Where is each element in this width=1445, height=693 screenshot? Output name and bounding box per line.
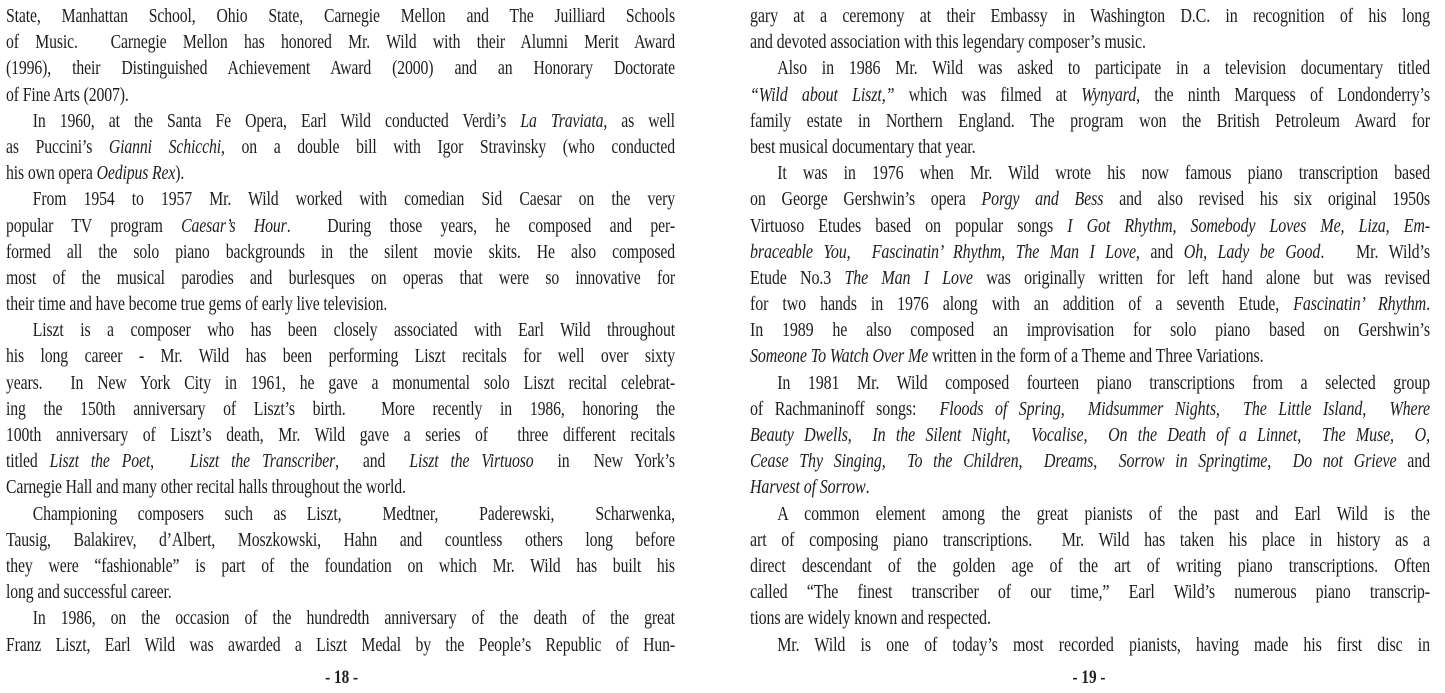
- text-line: [6, 108, 675, 134]
- text-segment: his own opera: [6, 162, 97, 185]
- text-line: [750, 396, 1430, 422]
- text-line: [6, 29, 675, 55]
- text-line: [6, 3, 675, 29]
- text-segment: for two hands in 1976 along with an addition of a seventh Etude,: [750, 293, 1294, 316]
- text-line: [6, 134, 675, 160]
- text-line: [750, 160, 1430, 186]
- text-segment: formed all the solo piano backgrounds in the silent movie skits. He also composed: [6, 240, 675, 263]
- text-segment: his long career - Mr. Wild has been performing Liszt recitals for well over sixty: [6, 345, 675, 368]
- italic-text-segment: Liszt the Transcriber: [189, 450, 336, 473]
- italic-text-segment: Liszt the Virtuoso: [409, 450, 534, 473]
- text-segment: family estate in Northern England. The program won the British Petroleum Award for: [750, 109, 1430, 132]
- text-line: [750, 343, 1430, 369]
- text-segment: Etude No.3: [750, 266, 845, 289]
- text-segment: Also in 1986 Mr. Wild was asked to participate in a television documentary titled: [777, 57, 1430, 80]
- italic-text-segment: braceable You, Fascinatin’ Rhythm, The Man I Love,: [750, 240, 1140, 263]
- text-segment: of Fine Arts (2007).: [6, 83, 129, 106]
- text-line: [6, 501, 675, 527]
- text-line: [750, 82, 1430, 108]
- text-segment: .: [1426, 293, 1430, 316]
- text-line: [750, 474, 1430, 500]
- text-line: [6, 82, 675, 108]
- text-line: [750, 55, 1430, 81]
- text-line: [6, 553, 675, 579]
- text-line: [750, 186, 1430, 212]
- page-19-text-column: [750, 3, 1430, 658]
- text-segment: which was filmed at: [894, 83, 1082, 106]
- text-line: [750, 553, 1430, 579]
- text-line: [750, 265, 1430, 291]
- text-segment: in New York’s: [533, 450, 675, 473]
- text-segment: . During those years, he composed and per-: [286, 214, 675, 237]
- text-segment: In 1960, at the Santa Fe Opera, Earl Wild conducted Verdi’s: [32, 109, 521, 132]
- italic-text-segment: Oh, Lady be Good: [1183, 240, 1321, 263]
- text-segment: art of composing piano transcriptions. Mr. Wild has taken his place in history as a: [750, 528, 1430, 551]
- text-line: [6, 396, 675, 422]
- text-segment: (1996), their Distinguished Achievement Award (2000) and an Honorary Doctorate: [6, 57, 675, 80]
- text-line: [750, 422, 1430, 448]
- text-segment: , and: [335, 450, 410, 473]
- text-segment: direct descendant of the golden age of the art of writing piano transcriptions. Often: [750, 554, 1430, 577]
- text-line: [750, 3, 1430, 29]
- text-segment: State, Manhattan School, Ohio State, Carnegie Mellon and The Juilliard Schools: [6, 5, 675, 27]
- text-line: [6, 632, 675, 658]
- text-segment: and also revised his six original 1950s: [1103, 188, 1430, 211]
- text-segment: their time and have become true gems of early live television.: [6, 293, 388, 316]
- italic-text-segment: Fascinatin’ Rhythm: [1293, 293, 1427, 316]
- text-segment: Championing composers such as Liszt, Medtner, Paderewski, Scharwenka,: [32, 502, 675, 525]
- text-line: [750, 134, 1430, 160]
- text-segment: ,: [150, 450, 190, 473]
- text-segment: Virtuoso Etudes based on popular songs: [750, 214, 1068, 237]
- italic-text-segment: Oedipus Rex: [96, 162, 176, 185]
- text-line: [6, 605, 675, 631]
- text-segment: Tausig, Balakirev, d’Albert, Moszkowski, Hahn and countless others long before: [6, 528, 675, 551]
- text-segment: most of the musical parodies and burlesques on operas that were so innovative for: [6, 266, 675, 289]
- text-line: [6, 291, 675, 317]
- italic-text-segment: La Traviata: [520, 109, 604, 132]
- text-segment: called “The finest transcriber of our time,” Earl Wild’s numerous piano transcrip-: [750, 581, 1430, 604]
- text-line: [6, 422, 675, 448]
- text-line: [6, 213, 675, 239]
- text-line: [6, 370, 675, 396]
- text-line: [6, 343, 675, 369]
- italic-text-segment: Liszt the Poet: [49, 450, 151, 473]
- text-segment: It was in 1976 when Mr. Wild wrote his now famous piano transcription based: [777, 162, 1430, 185]
- italic-text-segment: “Wild about Liszt,”: [750, 83, 895, 106]
- text-line: [750, 239, 1430, 265]
- text-segment: and devoted association with this legendary composer’s music.: [750, 31, 1146, 54]
- text-segment: In 1981 Mr. Wild composed fourteen piano transcriptions from a selected group: [777, 371, 1430, 394]
- text-line: [750, 29, 1430, 55]
- text-segment: titled: [6, 450, 50, 473]
- text-segment: .: [865, 476, 870, 499]
- italic-text-segment: Floods of Spring, Midsummer Nights, The Little Island, Where: [939, 397, 1431, 420]
- text-line: [6, 474, 675, 500]
- text-line: [6, 186, 675, 212]
- text-segment: Franz Liszt, Earl Wild was awarded a Liszt Medal by the People’s Republic of Hun-: [6, 633, 675, 656]
- page-18-text-column: [6, 3, 675, 658]
- text-segment: Mr. Wild is one of today’s most recorded pianists, having made his first disc in: [777, 633, 1430, 656]
- text-line: [6, 265, 675, 291]
- text-segment: of Rachmaninoff songs:: [750, 397, 940, 420]
- text-line: [750, 501, 1430, 527]
- text-line: [750, 317, 1430, 343]
- text-segment: best musical documentary that year.: [750, 135, 976, 158]
- text-segment: In 1986, on the occasion of the hundredth anniversary of the death of the great: [32, 607, 675, 630]
- text-line: [6, 239, 675, 265]
- text-segment: Liszt is a composer who has been closely associated with Earl Wild throughout: [32, 319, 675, 342]
- italic-text-segment: Beauty Dwells, In the Silent Night, Vocalise, On the Death of a Linnet, The Muse, O,: [750, 424, 1430, 446]
- page-number-19: - 19 -: [1072, 667, 1106, 688]
- italic-text-segment: Wynyard: [1081, 83, 1137, 106]
- text-segment: was originally written for left hand alone but was revised: [972, 266, 1430, 289]
- text-segment: From 1954 to 1957 Mr. Wild worked with comedian Sid Caesar on the very: [32, 188, 675, 211]
- text-line: [750, 370, 1430, 396]
- italic-text-segment: Cease Thy Singing, To the Children, Dreams, Sorrow in Springtime, Do not Grieve: [750, 450, 1397, 473]
- text-line: [6, 448, 675, 474]
- text-segment: , the ninth Marquess of Londonderry’s: [1136, 83, 1430, 106]
- text-segment: In 1989 he also composed an improvisation for solo piano based on Gershwin’s: [750, 319, 1430, 342]
- text-segment: of Music. Carnegie Mellon has honored Mr. Wild with their Alumni Merit Award: [6, 31, 675, 54]
- italic-text-segment: I Got Rhythm, Somebody Loves Me, Liza, Em-: [1067, 214, 1430, 237]
- text-line: [750, 448, 1430, 474]
- text-line: [750, 605, 1430, 631]
- text-line: [6, 317, 675, 343]
- italic-text-segment: Caesar’s Hour: [181, 214, 287, 237]
- italic-text-segment: Gianni Schicchi: [108, 135, 221, 158]
- text-segment: and: [1396, 450, 1430, 473]
- text-line: [750, 527, 1430, 553]
- text-segment: gary at a ceremony at their Embassy in Washington D.C. in recognition of his long: [750, 5, 1430, 27]
- text-segment: years. In New York City in 1961, he gave a monumental solo Liszt recital celebrat-: [6, 371, 675, 394]
- text-line: [6, 579, 675, 605]
- text-line: [750, 579, 1430, 605]
- text-line: [750, 213, 1430, 239]
- text-segment: long and successful career.: [6, 581, 172, 604]
- italic-text-segment: Harvest of Sorrow: [750, 476, 866, 499]
- text-segment: Carnegie Hall and many other recital halls throughout the world.: [6, 476, 406, 499]
- text-segment: they were “fashionable” is part of the foundation on which Mr. Wild has built his: [6, 554, 675, 577]
- text-segment: . Mr. Wild’s: [1320, 240, 1430, 263]
- text-line: [6, 160, 675, 186]
- text-segment: , on a double bill with Igor Stravinsky (who conducted: [220, 135, 675, 158]
- text-segment: ing the 150th anniversary of Liszt’s birth. More recently in 1986, honoring the: [6, 397, 675, 420]
- text-line: [750, 108, 1430, 134]
- text-segment: popular TV program: [6, 214, 182, 237]
- text-segment: A common element among the great pianists of the past and Earl Wild is the: [777, 502, 1430, 525]
- text-line: [6, 527, 675, 553]
- text-segment: on George Gershwin’s opera: [750, 188, 982, 211]
- text-segment: as Puccini’s: [6, 135, 109, 158]
- italic-text-segment: Porgy and Bess: [981, 188, 1104, 211]
- text-line: [6, 55, 675, 81]
- page-number-18: - 18 -: [325, 667, 359, 688]
- italic-text-segment: The Man I Love: [844, 266, 973, 289]
- text-segment: tions are widely known and respected.: [750, 607, 991, 630]
- text-line: [750, 632, 1430, 658]
- text-segment: ).: [175, 162, 185, 185]
- text-segment: written in the form of a Theme and Three Variations.: [928, 345, 1264, 368]
- text-segment: 100th anniversary of Liszt’s death, Mr. Wild gave a series of three different recitals: [6, 424, 675, 446]
- text-segment: , as well: [603, 109, 675, 132]
- italic-text-segment: Someone To Watch Over Me: [750, 345, 929, 368]
- text-line: [750, 291, 1430, 317]
- text-segment: and: [1139, 240, 1184, 263]
